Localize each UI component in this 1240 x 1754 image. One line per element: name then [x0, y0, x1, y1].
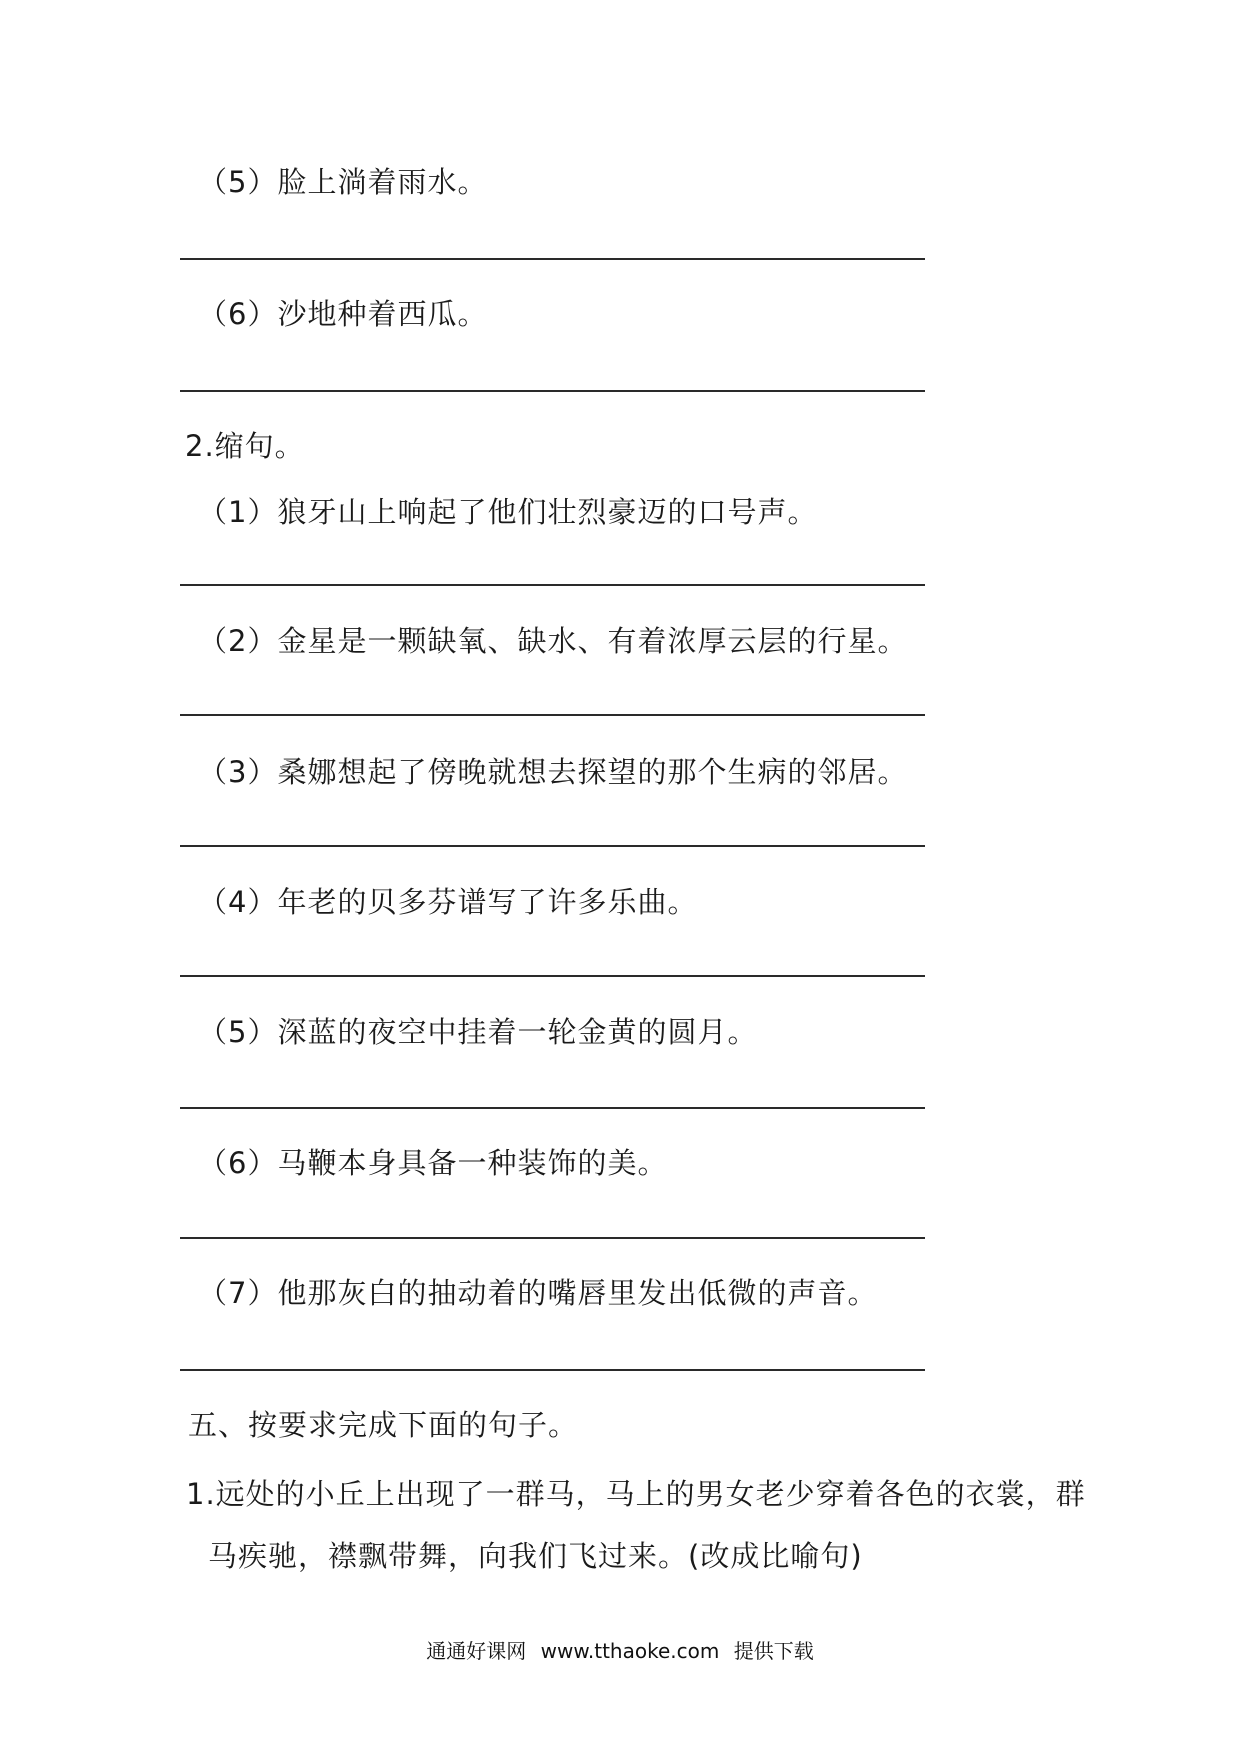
shorten-item-3: （3）桑娜想起了傍晚就想去探望的那个生病的邻居。	[198, 755, 908, 789]
answer-line[interactable]	[180, 975, 925, 977]
section-heading-shorten: 2.缩句。	[185, 429, 305, 463]
answer-line[interactable]	[180, 1237, 925, 1239]
answer-line[interactable]	[180, 258, 925, 260]
shorten-item-4: （4）年老的贝多芬谱写了许多乐曲。	[198, 885, 698, 919]
shorten-item-7: （7）他那灰白的抽动着的嘴唇里发出低微的声音。	[198, 1276, 878, 1310]
shorten-item-2: （2）金星是一颗缺氧、缺水、有着浓厚云层的行星。	[198, 624, 908, 658]
section-heading-five: 五、按要求完成下面的句子。	[188, 1408, 579, 1442]
shorten-item-6: （6）马鞭本身具备一种装饰的美。	[198, 1146, 668, 1180]
page-footer	[0, 1638, 1240, 1664]
footer-site-name: 通通好课网	[426, 1639, 527, 1663]
section5-item-1-line2: 马疾驰，襟飘带舞，向我们飞过来。(改成比喻句)	[208, 1539, 863, 1573]
answer-line[interactable]	[180, 1107, 925, 1109]
answer-line[interactable]	[180, 845, 925, 847]
footer-url[interactable]: www.tthaoke.com	[540, 1639, 720, 1663]
answer-line[interactable]	[180, 714, 925, 716]
footer-note: 提供下载	[733, 1639, 814, 1663]
exercise-item-6: （6）沙地种着西瓜。	[198, 297, 488, 331]
exercise-item-5: （5）脸上淌着雨水。	[198, 165, 488, 199]
shorten-item-5: （5）深蓝的夜空中挂着一轮金黄的圆月。	[198, 1015, 758, 1049]
shorten-item-1: （1）狼牙山上响起了他们壮烈豪迈的口号声。	[198, 495, 818, 529]
answer-line[interactable]	[180, 390, 925, 392]
section5-item-1-line1: 1.远处的小丘上出现了一群马，马上的男女老少穿着各色的衣裳，群	[186, 1477, 1086, 1511]
answer-line[interactable]	[180, 584, 925, 586]
answer-line[interactable]	[180, 1369, 925, 1371]
